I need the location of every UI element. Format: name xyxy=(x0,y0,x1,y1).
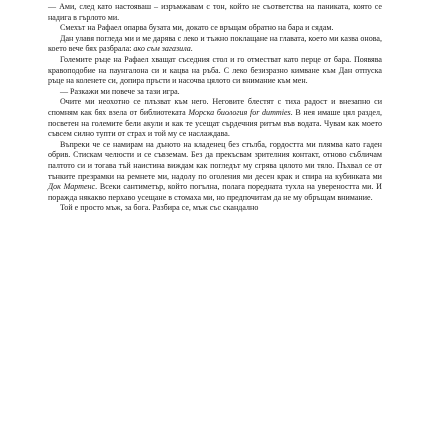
paragraph-6-text-b: . В нея имаше цял раздел, посветен на големите бели акули и как те усещат сърдечния ритъм във водата. Чувам как моето съвсем силно тупти от страх и той му се наслаждава. xyxy=(48,107,383,139)
paragraph-1-text: — Ами, след като настояваш – изръмжавам с тон, който не съответства на паниката, която се надига в гърлото ми. xyxy=(48,2,382,22)
paragraph-7-text-b: . Всеки сантиметър, който погълна, полага поредната тухла на увереността ми. И поражда някакво перхаво усещане в стомаха ми, но предпочитам да не му обръщам внимание. xyxy=(48,182,382,202)
paragraph-2-text: Смехът на Рафаел опарва бузата ми, докато се връщам обратно на бара и сядам. xyxy=(60,23,334,33)
paragraph-5 xyxy=(48,87,382,98)
paragraph-7 xyxy=(48,140,382,204)
paragraph-6-book-title: Морска биология for dummies xyxy=(188,107,291,117)
paragraph-1 xyxy=(48,2,382,23)
paragraph-6 xyxy=(48,97,382,139)
paragraph-3 xyxy=(48,34,382,55)
paragraph-4-text: Големите ръце на Рафаел хващат съседния стол и го отместват като перце от бара. Появява кравоподобие на паунгалона си и кацва на ръба. С леко безизразно кимване към Дан отпуска ръце на коленете си, допира пръсти и насочва цялото си внимание към мен. xyxy=(48,54,382,86)
paragraph-2 xyxy=(48,23,382,34)
paragraph-8 xyxy=(48,203,382,214)
paragraph-7-text-a: Въпреки че се намирам на дъното на кладенец без стълба, гордостта ми плямва като гаден обрив. Стискам челюсти и се съвземам. Без да прекъсвам зрителния контакт, отново събличам палтото си и тогава тъй наистина виждам как погледът му сгрява цялото ми тяло. Пъхвал се от тънките презрамки на ремнете ми, надолу по оголения ми десен крак и спира на кубинката ми xyxy=(48,139,382,181)
paragraph-8-text: Той е просто мъж, за бога. Разбира се, мъж със скандално xyxy=(60,203,259,213)
paragraph-4 xyxy=(48,55,382,87)
paragraph-6-text-a: Очите ми неохотно се плъзват към него. Неговите блестят с тиха радост и внезапно си спомням как бях взела от библиотеката xyxy=(48,97,382,117)
paragraph-3-text: Дан улавя погледа ми и ме дарява с леко и тъжно поклащане на главата, което ми казва онова, което вече бях разбрала: xyxy=(48,33,382,54)
paragraph-5-text: — Разкажи ми повече за тази игра. xyxy=(60,86,180,96)
paragraph-7-brand-name: Док Мартенс xyxy=(48,182,96,192)
paragraph-3-italic-text: ако съм загазила. xyxy=(133,44,193,54)
